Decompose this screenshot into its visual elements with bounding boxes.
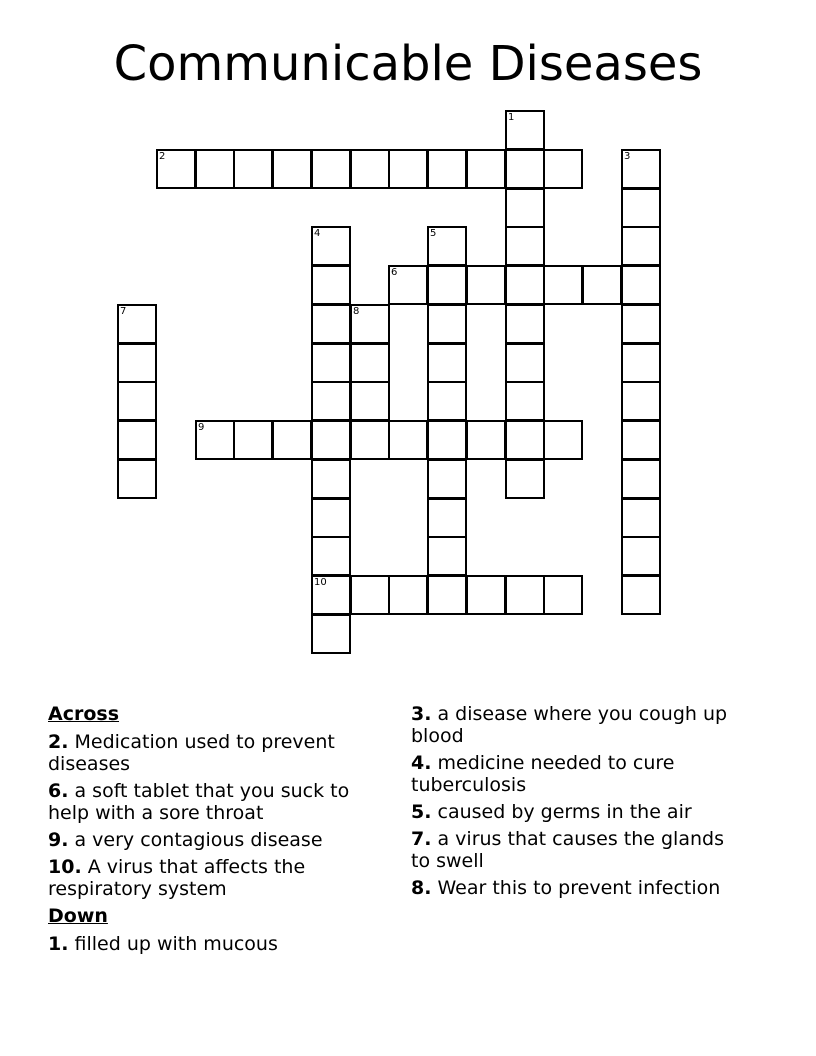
clue-across-2 [48,731,388,775]
grid-cell[interactable] [117,459,157,499]
clue-text: Medication used to prevent diseases [48,731,335,775]
grid-cell[interactable] [311,575,351,615]
clue-down-4 [411,752,741,796]
grid-cell[interactable] [427,381,467,421]
grid-cell[interactable] [466,420,506,460]
grid-cell[interactable] [505,381,545,421]
grid-cell[interactable] [505,149,545,189]
grid-cell[interactable] [505,188,545,228]
clue-number: 4. [411,752,432,774]
grid-cell[interactable] [582,265,622,305]
grid-cell[interactable] [350,343,390,383]
cell-number: 2 [159,151,166,162]
clue-number: 8. [411,877,432,899]
grid-cell[interactable] [350,304,390,344]
clue-text: medicine needed to cure tuberculosis [411,752,675,796]
clue-number: 10. [48,856,82,878]
grid-cell[interactable] [621,575,661,615]
grid-cell[interactable] [505,304,545,344]
grid-cell[interactable] [311,265,351,305]
grid-cell[interactable] [466,149,506,189]
grid-cell[interactable] [505,110,545,150]
cell-number: 1 [508,112,515,123]
grid-cell[interactable] [621,304,661,344]
grid-cell[interactable] [505,265,545,305]
clue-across-6 [48,780,388,824]
grid-cell[interactable] [505,459,545,499]
grid-cell[interactable] [388,575,428,615]
grid-cell[interactable] [195,420,235,460]
clue-text: A virus that affects the respiratory system [48,856,306,900]
clue-down-3 [411,703,741,747]
grid-cell[interactable] [311,304,351,344]
cell-number: 8 [353,306,360,317]
grid-cell[interactable] [621,420,661,460]
grid-cell[interactable] [311,226,351,266]
grid-cell[interactable] [505,575,545,615]
clue-number: 1. [48,933,69,955]
grid-cell[interactable] [117,343,157,383]
grid-cell[interactable] [621,188,661,228]
grid-cell[interactable] [621,498,661,538]
grid-cell[interactable] [466,265,506,305]
cell-number: 5 [430,228,437,239]
grid-cell[interactable] [388,420,428,460]
grid-cell[interactable] [543,420,583,460]
grid-cell[interactable] [388,149,428,189]
grid-cell[interactable] [350,381,390,421]
grid-cell[interactable] [311,536,351,576]
grid-cell[interactable] [621,381,661,421]
grid-cell[interactable] [233,420,273,460]
grid-cell[interactable] [621,459,661,499]
clue-across-10 [48,856,388,900]
grid-cell[interactable] [505,343,545,383]
grid-cell[interactable] [350,575,390,615]
cell-number: 4 [314,228,321,239]
clue-number: 2. [48,731,69,753]
grid-cell[interactable] [195,149,235,189]
grid-cell[interactable] [427,536,467,576]
grid-cell[interactable] [543,149,583,189]
clues-column-left [48,703,388,960]
grid-cell[interactable] [350,149,390,189]
grid-cell[interactable] [350,420,390,460]
grid-cell[interactable] [621,343,661,383]
grid-cell[interactable] [233,149,273,189]
grid-cell[interactable] [543,265,583,305]
grid-cell[interactable] [427,149,467,189]
clue-number: 9. [48,829,69,851]
grid-cell[interactable] [505,226,545,266]
clue-down-1 [48,933,388,955]
grid-cell[interactable] [156,149,196,189]
grid-cell[interactable] [311,149,351,189]
clue-down-8 [411,877,741,899]
grid-cell[interactable] [427,343,467,383]
clue-text: caused by germs in the air [437,801,692,823]
down-heading: Down [48,905,108,927]
grid-cell[interactable] [621,226,661,266]
across-heading: Across [48,703,120,725]
grid-cell[interactable] [388,265,428,305]
grid-cell[interactable] [505,420,545,460]
grid-cell[interactable] [621,265,661,305]
grid-cell[interactable] [311,459,351,499]
grid-cell[interactable] [311,498,351,538]
clue-number: 7. [411,828,432,850]
clue-text: a disease where you cough up blood [411,703,728,747]
grid-cell[interactable] [272,149,312,189]
grid-cell[interactable] [543,575,583,615]
clue-text: filled up with mucous [74,933,278,955]
clue-across-9 [48,829,388,851]
clue-number: 3. [411,703,432,725]
grid-cell[interactable] [621,149,661,189]
clue-down-7 [411,828,741,872]
clue-number: 6. [48,780,69,802]
grid-cell[interactable] [427,575,467,615]
grid-cell[interactable] [117,381,157,421]
clue-text: a virus that causes the glands to swell [411,828,724,872]
clue-down-5 [411,801,741,823]
grid-cell[interactable] [427,265,467,305]
grid-cell[interactable] [427,420,467,460]
clue-text: Wear this to prevent infection [437,877,721,899]
grid-cell[interactable] [117,420,157,460]
cell-number: 10 [314,577,327,588]
clue-number: 5. [411,801,432,823]
grid-cell[interactable] [427,498,467,538]
clue-text: a very contagious disease [74,829,323,851]
clues-column-right [411,703,741,904]
grid-cell[interactable] [311,343,351,383]
cell-number: 3 [624,151,631,162]
clue-text: a soft tablet that you suck to help with a sore throat [48,780,350,824]
grid-cell[interactable] [427,226,467,266]
grid-cell[interactable] [621,536,661,576]
grid-cell[interactable] [311,420,351,460]
page-title: Communicable Diseases [113,36,703,92]
grid-cell[interactable] [427,459,467,499]
grid-cell[interactable] [311,614,351,654]
grid-cell[interactable] [311,381,351,421]
cell-number: 9 [198,422,205,433]
cell-number: 7 [120,306,127,317]
grid-cell[interactable] [466,575,506,615]
grid-cell[interactable] [117,304,157,344]
grid-cell[interactable] [427,304,467,344]
grid-cell[interactable] [272,420,312,460]
cell-number: 6 [391,267,398,278]
